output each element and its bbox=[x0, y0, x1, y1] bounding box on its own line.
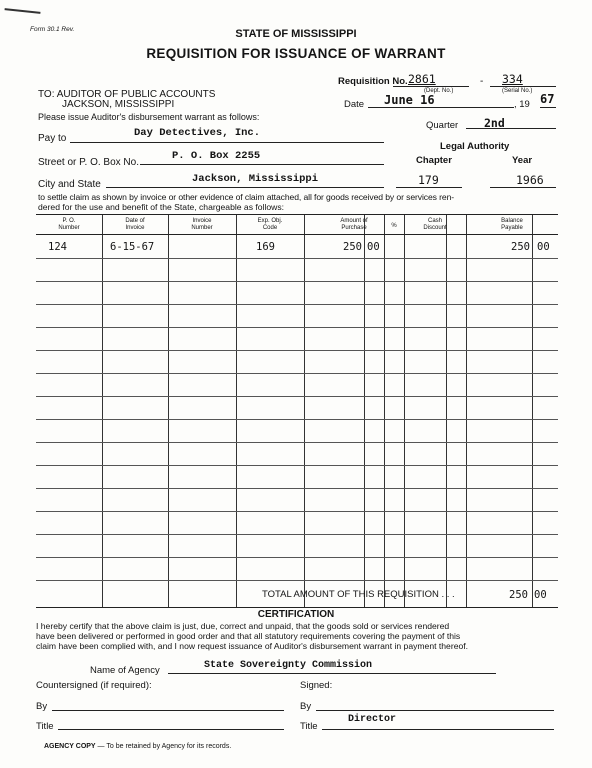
year-label: Year bbox=[512, 155, 533, 166]
by-label-right: By bbox=[300, 701, 312, 712]
chapter-field[interactable]: 179 bbox=[418, 173, 439, 187]
row-line bbox=[36, 465, 558, 466]
column-divider bbox=[168, 215, 169, 607]
col-header-exp-obj-code: Exp. Obj. Code bbox=[257, 218, 283, 231]
agency-line bbox=[168, 673, 496, 674]
certification-title: CERTIFICATION bbox=[257, 609, 335, 620]
countersigned-label: Countersigned (if required): bbox=[36, 680, 152, 691]
header-divider bbox=[36, 234, 558, 235]
column-divider bbox=[384, 215, 385, 607]
total-cents[interactable]: 00 bbox=[534, 589, 547, 601]
certification-line-2: have been delivered or performed in good order and that all statutory requirements covering the payment of this bbox=[36, 631, 461, 641]
year-line bbox=[540, 107, 556, 108]
date-line bbox=[368, 107, 514, 108]
legal-year-line bbox=[490, 187, 556, 188]
col-header-cash-discount: Cash Discount bbox=[423, 218, 447, 231]
settle-text-1: to settle claim as shown by invoice or other evidence of claim attached, all for goods received by or services ren- bbox=[38, 192, 455, 202]
row-line bbox=[36, 419, 558, 420]
dept-no-field[interactable]: 2861 bbox=[408, 72, 436, 86]
certification-line-1: I hereby certify that the above claim is just, due, correct and unpaid, that the goods sold or services rendered bbox=[36, 621, 450, 631]
req-dash: - bbox=[480, 76, 484, 87]
city-line bbox=[106, 187, 384, 188]
amount-dollars-cell[interactable]: 250 bbox=[343, 241, 362, 253]
dept-no-line bbox=[393, 86, 469, 87]
year-prefix: , 19 bbox=[514, 99, 530, 110]
signed-label: Signed: bbox=[300, 680, 333, 691]
column-divider bbox=[304, 215, 305, 607]
settle-text-2: dered for the use and benefit of the State, chargeable as follows: bbox=[38, 202, 285, 212]
amount-cents-cell[interactable]: 00 bbox=[367, 241, 380, 253]
row-line bbox=[36, 580, 558, 581]
street-label: Street or P. O. Box No. bbox=[38, 157, 139, 168]
pay-to-field[interactable]: Day Detectives, Inc. bbox=[134, 127, 261, 139]
chapter-label: Chapter bbox=[416, 155, 452, 166]
col-header-balance: Balance Payable bbox=[501, 218, 523, 231]
chapter-line bbox=[396, 187, 462, 188]
column-divider bbox=[466, 215, 467, 607]
agency-field[interactable]: State Sovereignty Commission bbox=[204, 660, 373, 671]
pay-to-line bbox=[70, 142, 384, 143]
row-line bbox=[36, 327, 558, 328]
row-line bbox=[36, 304, 558, 305]
row-line bbox=[36, 534, 558, 535]
column-divider bbox=[364, 215, 365, 607]
po-number-cell[interactable]: 124 bbox=[48, 241, 67, 253]
title-line-left[interactable] bbox=[58, 729, 284, 730]
balance-cents-cell[interactable]: 00 bbox=[537, 241, 550, 253]
balance-dollars-cell[interactable]: 250 bbox=[511, 241, 530, 253]
col-header-invoice-number: Invoice Number bbox=[191, 218, 213, 231]
total-dollars[interactable]: 250 bbox=[509, 589, 528, 601]
requisition-label: Requisition No. bbox=[338, 76, 408, 87]
quarter-label: Quarter bbox=[426, 120, 459, 131]
footer-note bbox=[44, 743, 231, 750]
form-number: Form 30.1 Rev. bbox=[30, 26, 75, 33]
serial-no-line bbox=[490, 86, 556, 87]
title-label-left: Title bbox=[36, 721, 54, 732]
col-header-amount: Amount of Purchase bbox=[340, 218, 368, 231]
by-line-left[interactable] bbox=[52, 710, 284, 711]
column-divider bbox=[404, 215, 405, 607]
city-label: City and State bbox=[38, 179, 101, 190]
footer-retention-text: — To be retained by Agency for its records. bbox=[95, 743, 232, 750]
total-label: TOTAL AMOUNT OF THIS REQUISITION . . . bbox=[262, 589, 455, 600]
column-divider bbox=[446, 215, 447, 607]
signer-title-field[interactable]: Director bbox=[348, 714, 397, 725]
serial-no-caption: (Serial No.) bbox=[502, 88, 533, 94]
title-line-right bbox=[322, 729, 554, 730]
row-line bbox=[36, 488, 558, 489]
year-field[interactable]: 67 bbox=[540, 92, 555, 106]
date-label: Date bbox=[344, 99, 365, 110]
dept-no-caption: (Dept. No.) bbox=[424, 88, 454, 94]
form-title: REQUISITION FOR ISSUANCE OF WARRANT bbox=[146, 46, 446, 61]
instruction-text: Please issue Auditor's disbursement warrant as follows: bbox=[38, 112, 260, 122]
quarter-line bbox=[466, 128, 556, 129]
footer-agency-copy: AGENCY COPY bbox=[44, 743, 96, 750]
to-line-2: JACKSON, MISSISSIPPI bbox=[62, 99, 175, 110]
row-line bbox=[36, 350, 558, 351]
legal-year-field[interactable]: 1966 bbox=[516, 173, 544, 187]
column-divider bbox=[236, 215, 237, 607]
row-line bbox=[36, 373, 558, 374]
by-line-right[interactable] bbox=[316, 710, 554, 711]
quarter-field[interactable]: 2nd bbox=[484, 116, 505, 130]
column-divider bbox=[102, 215, 103, 607]
serial-no-field[interactable]: 334 bbox=[502, 72, 523, 86]
row-line bbox=[36, 442, 558, 443]
date-of-invoice-cell[interactable]: 6-15-67 bbox=[110, 241, 155, 253]
certification-line-3: claim have been complied with, and I now request issuance of Auditor's disbursement warrant in payment thereof. bbox=[36, 641, 469, 651]
date-field[interactable]: June 16 bbox=[384, 93, 435, 107]
state-header: STATE OF MISSISSIPPI bbox=[235, 28, 357, 40]
exp-obj-code-cell[interactable]: 169 bbox=[256, 241, 275, 253]
col-header-po: P. O. Number bbox=[58, 218, 80, 231]
legal-authority-title: Legal Authority bbox=[440, 141, 510, 152]
corner-mark bbox=[3, 8, 40, 24]
col-header-date-of-invoice: Date of Invoice bbox=[125, 218, 145, 231]
row-line bbox=[36, 281, 558, 282]
street-field[interactable]: P. O. Box 2255 bbox=[172, 150, 261, 162]
agency-label: Name of Agency bbox=[90, 665, 160, 676]
pay-to-label: Pay to bbox=[38, 133, 67, 144]
col-header-percent: % bbox=[391, 223, 397, 229]
row-line bbox=[36, 511, 558, 512]
row-line bbox=[36, 258, 558, 259]
to-line-1: TO: AUDITOR OF PUBLIC ACCOUNTS bbox=[38, 89, 216, 100]
street-line bbox=[140, 164, 384, 165]
row-line bbox=[36, 557, 558, 558]
by-label-left: By bbox=[36, 701, 48, 712]
row-line bbox=[36, 396, 558, 397]
title-label-right: Title bbox=[300, 721, 318, 732]
city-field[interactable]: Jackson, Mississippi bbox=[192, 173, 319, 185]
column-divider bbox=[532, 215, 533, 607]
line-items-table bbox=[36, 214, 558, 608]
